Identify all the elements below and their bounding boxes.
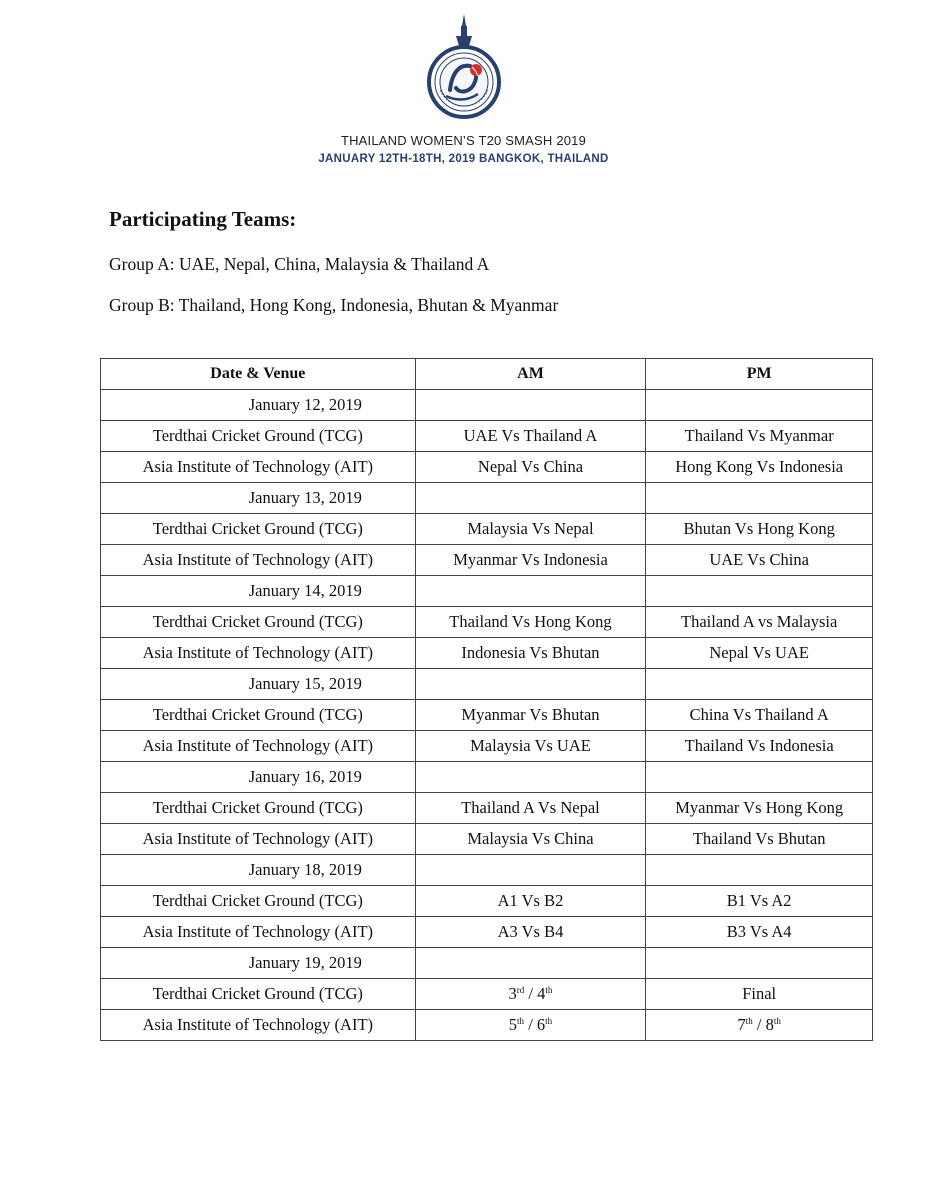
empty-cell <box>646 576 873 607</box>
am-match-cell: Nepal Vs China <box>415 452 646 483</box>
schedule-table <box>100 358 873 1041</box>
empty-cell <box>646 855 873 886</box>
match-date: January 19, 2019 <box>101 948 416 979</box>
match-row <box>101 979 873 1010</box>
participating-teams-heading: Participating Teams: <box>109 207 297 231</box>
venue-cell: Asia Institute of Technology (AIT) <box>101 917 416 948</box>
logo-emblem-icon <box>420 12 508 124</box>
cricket-association-logo <box>420 12 508 124</box>
ordinal-part: / <box>524 1015 537 1034</box>
am-match-cell: Myanmar Vs Indonesia <box>415 545 646 576</box>
column-header-pm: PM <box>646 359 873 390</box>
date-row <box>101 855 873 886</box>
ordinal-suffix: th <box>545 1016 553 1026</box>
match-row <box>101 1010 873 1041</box>
pm-match-cell: Thailand A vs Malaysia <box>646 607 873 638</box>
empty-cell <box>646 669 873 700</box>
match-date: January 12, 2019 <box>101 390 416 421</box>
group-a-teams: Group A: UAE, Nepal, China, Malaysia & Thailand A <box>109 254 490 274</box>
empty-cell <box>415 669 646 700</box>
am-match-cell: A1 Vs B2 <box>415 886 646 917</box>
ordinal-part: 7 <box>737 1015 746 1034</box>
date-row <box>101 948 873 979</box>
match-row <box>101 514 873 545</box>
match-date: January 13, 2019 <box>101 483 416 514</box>
venue-cell: Terdthai Cricket Ground (TCG) <box>101 979 416 1010</box>
empty-cell <box>646 948 873 979</box>
ordinal-suffix: rd <box>516 985 525 995</box>
column-header-date-venue: Date & Venue <box>101 359 416 390</box>
ordinal-suffix: th <box>773 1016 781 1026</box>
pm-match-cell: China Vs Thailand A <box>646 700 873 731</box>
am-match-cell: Thailand Vs Hong Kong <box>415 607 646 638</box>
venue-cell: Terdthai Cricket Ground (TCG) <box>101 700 416 731</box>
match-row <box>101 824 873 855</box>
ordinal-part: 3 <box>508 984 517 1003</box>
ordinal-part: 4 <box>537 984 546 1003</box>
ordinal-part: 8 <box>765 1015 774 1034</box>
empty-cell <box>415 483 646 514</box>
ordinal-suffix: th <box>517 1016 525 1026</box>
am-match-cell: Malaysia Vs UAE <box>415 731 646 762</box>
venue-cell: Terdthai Cricket Ground (TCG) <box>101 607 416 638</box>
date-row <box>101 390 873 421</box>
empty-cell <box>415 762 646 793</box>
pm-match-cell: Nepal Vs UAE <box>646 638 873 669</box>
am-match-cell <box>415 979 646 1010</box>
ordinal-part: / <box>752 1015 766 1034</box>
empty-cell <box>646 762 873 793</box>
match-row <box>101 452 873 483</box>
am-match-cell: A3 Vs B4 <box>415 917 646 948</box>
match-row <box>101 607 873 638</box>
pm-match-cell: B3 Vs A4 <box>646 917 873 948</box>
pm-match-cell: Thailand Vs Myanmar <box>646 421 873 452</box>
pm-match-cell: B1 Vs A2 <box>646 886 873 917</box>
match-row <box>101 917 873 948</box>
match-row <box>101 700 873 731</box>
pm-match-cell: Hong Kong Vs Indonesia <box>646 452 873 483</box>
date-row <box>101 483 873 514</box>
venue-cell: Terdthai Cricket Ground (TCG) <box>101 421 416 452</box>
match-row <box>101 793 873 824</box>
schedule-header-row <box>101 359 873 390</box>
am-match-cell: Thailand A Vs Nepal <box>415 793 646 824</box>
ordinal-part: / <box>524 984 538 1003</box>
match-date: January 15, 2019 <box>101 669 416 700</box>
empty-cell <box>415 948 646 979</box>
event-dates: JANUARY 12TH-18TH, 2019 BANGKOK, THAILAND <box>318 153 609 165</box>
match-row <box>101 886 873 917</box>
event-title: THAILAND WOMEN’S T20 SMASH 2019 <box>340 133 587 148</box>
match-date: January 14, 2019 <box>101 576 416 607</box>
am-match-cell: Indonesia Vs Bhutan <box>415 638 646 669</box>
ordinal-part: 5 <box>508 1015 518 1034</box>
am-match-cell: Malaysia Vs China <box>415 824 646 855</box>
venue-cell: Terdthai Cricket Ground (TCG) <box>101 886 416 917</box>
match-row <box>101 545 873 576</box>
pm-match-cell: Myanmar Vs Hong Kong <box>646 793 873 824</box>
match-row <box>101 731 873 762</box>
empty-cell <box>646 483 873 514</box>
schedule-body <box>101 390 873 1041</box>
match-date: January 18, 2019 <box>101 855 416 886</box>
venue-cell: Asia Institute of Technology (AIT) <box>101 1010 416 1041</box>
venue-cell: Asia Institute of Technology (AIT) <box>101 545 416 576</box>
venue-cell: Terdthai Cricket Ground (TCG) <box>101 514 416 545</box>
column-header-am: AM <box>415 359 646 390</box>
empty-cell <box>646 390 873 421</box>
venue-cell: Asia Institute of Technology (AIT) <box>101 824 416 855</box>
pm-match-cell: Bhutan Vs Hong Kong <box>646 514 873 545</box>
venue-cell: Asia Institute of Technology (AIT) <box>101 638 416 669</box>
ordinal-suffix: th <box>545 985 553 995</box>
pm-match-cell: Thailand Vs Bhutan <box>646 824 873 855</box>
pm-match-cell: Thailand Vs Indonesia <box>646 731 873 762</box>
match-date: January 16, 2019 <box>101 762 416 793</box>
venue-cell: Asia Institute of Technology (AIT) <box>101 731 416 762</box>
date-row <box>101 762 873 793</box>
venue-cell: Terdthai Cricket Ground (TCG) <box>101 793 416 824</box>
ordinal-suffix: th <box>745 1016 753 1026</box>
am-match-cell: Malaysia Vs Nepal <box>415 514 646 545</box>
am-match-cell <box>415 1010 646 1041</box>
am-match-cell: Myanmar Vs Bhutan <box>415 700 646 731</box>
am-match-cell: UAE Vs Thailand A <box>415 421 646 452</box>
match-row <box>101 421 873 452</box>
pm-match-cell: UAE Vs China <box>646 545 873 576</box>
pm-match-cell: Final <box>646 979 873 1010</box>
empty-cell <box>415 390 646 421</box>
empty-cell <box>415 855 646 886</box>
venue-cell: Asia Institute of Technology (AIT) <box>101 452 416 483</box>
match-row <box>101 638 873 669</box>
ordinal-part: 6 <box>536 1015 546 1034</box>
group-b-teams: Group B: Thailand, Hong Kong, Indonesia, Bhutan & Myanmar <box>109 295 559 315</box>
pm-match-cell <box>646 1010 873 1041</box>
date-row <box>101 669 873 700</box>
date-row <box>101 576 873 607</box>
empty-cell <box>415 576 646 607</box>
